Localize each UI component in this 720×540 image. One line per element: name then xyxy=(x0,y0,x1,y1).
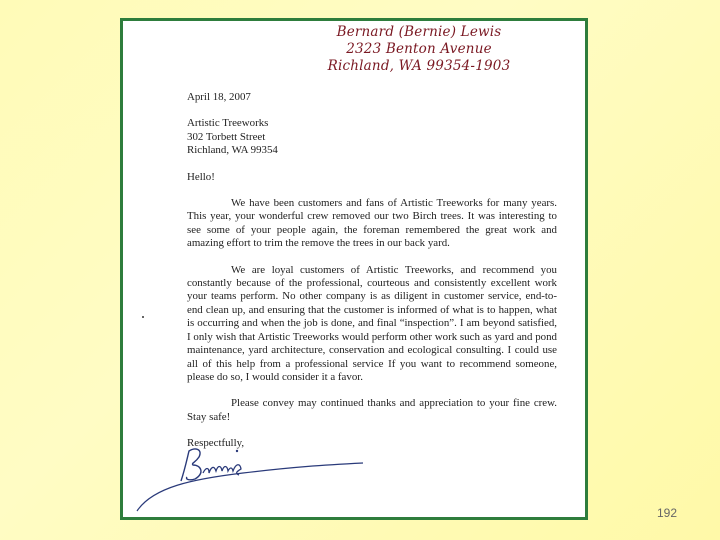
sender-street: 2323 Benton Avenue xyxy=(346,41,492,57)
letterhead xyxy=(123,24,585,75)
sender-name: Bernard (Bernie) Lewis xyxy=(336,24,502,40)
closing: Respectfully, xyxy=(187,437,245,450)
letter-image-frame xyxy=(120,18,588,520)
signature-icon xyxy=(133,429,373,519)
sender-city: Richland, WA 99354-1903 xyxy=(327,58,511,74)
letter-date: April 18, 2007 xyxy=(187,91,251,103)
paragraph-1: We have been customers and fans of Artistic Treeworks for many years. This year, your wonderful crew removed our two Birch trees. It was interesting to see some of your people again, the foreman remembered the great work and amazing effort to trim the remove the trees in our back yard. xyxy=(187,197,557,250)
recipient-street: 302 Torbett Street xyxy=(187,130,266,143)
page-number: 192 xyxy=(657,506,678,520)
greeting: Hello! xyxy=(187,170,215,183)
recipient-city: Richland, WA 99354 xyxy=(187,144,278,157)
recipient-name: Artistic Treeworks xyxy=(187,117,269,130)
stray-mark xyxy=(142,316,144,318)
paragraph-3: Please convey may continued thanks and appreciation to your fine crew. Stay safe! xyxy=(187,397,557,423)
letter-body xyxy=(187,91,557,451)
paragraph-2: We are loyal customers of Artistic Treeworks, and recommend you constantly because of the professional, courteous and consistently excellent work your teams perform. No other company is as diligent in customer service, end-to-end clean up, and ensuring that the customer is informed of what is to happen, what is occurring and when the job is done, and final “inspection”. I am beyond satisfied, I only wish that Artistic Treeworks would perform other work such as yard and pond maintenance, yard architecture, conservation and ecological consulting. I could use all of this help from a professional service If you want to recommend someone, please do so, I would consider it a favor. xyxy=(187,263,557,383)
